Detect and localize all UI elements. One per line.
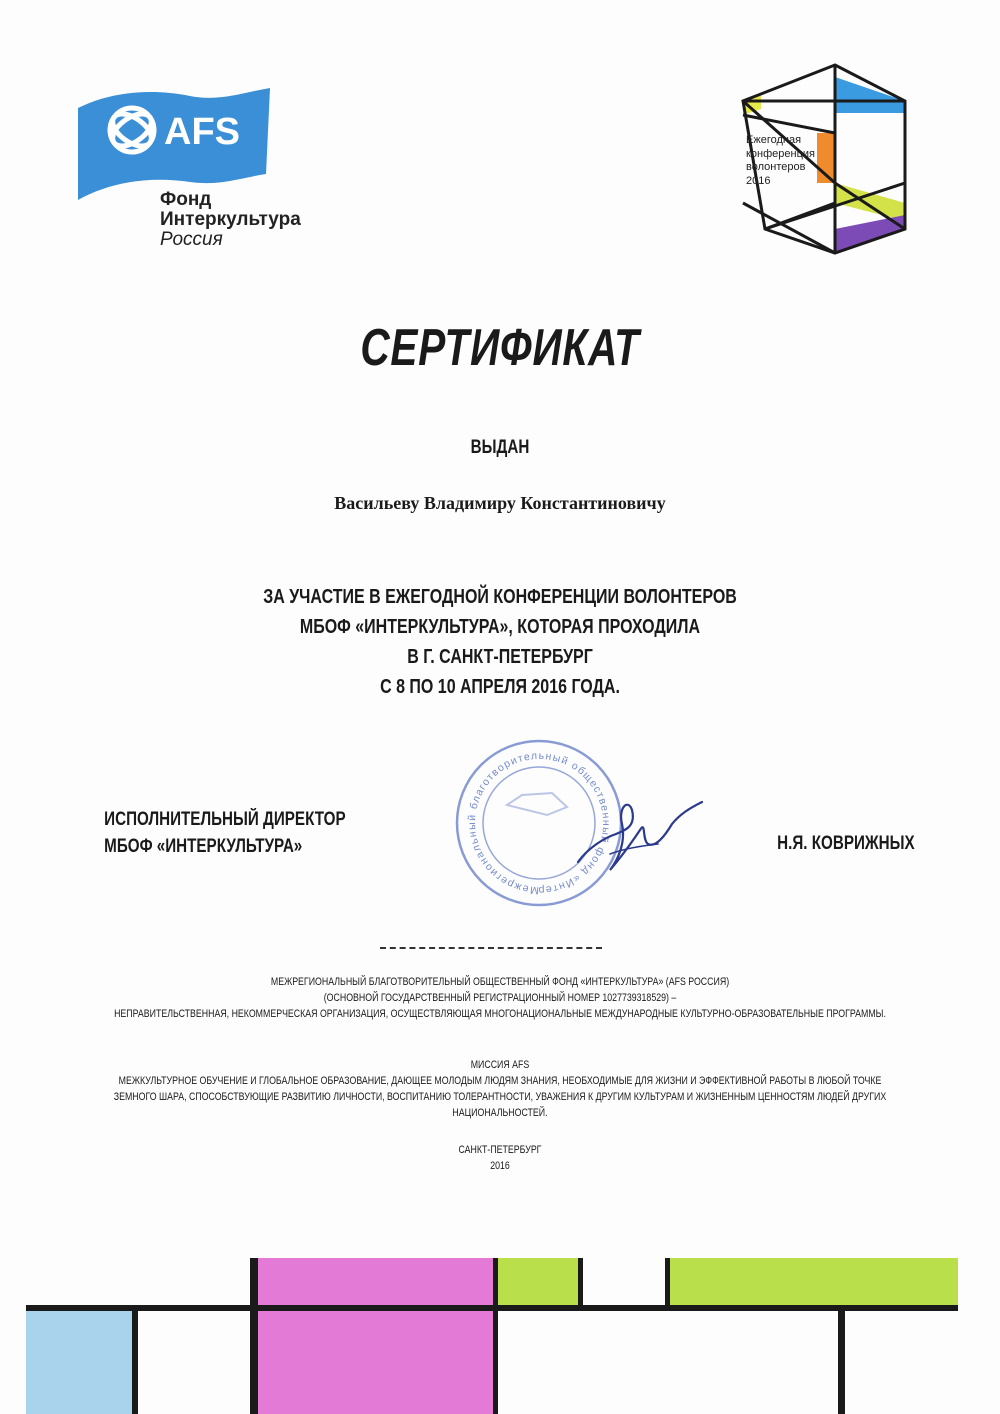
footer-city: САНКТ-ПЕТЕРБУРГ (458, 1144, 542, 1156)
footer-mission (100, 1057, 900, 1121)
handwritten-signature (570, 790, 710, 882)
deco-line-v3 (493, 1258, 498, 1414)
deco-lime-block-1 (495, 1258, 580, 1308)
deco-line-v4 (578, 1258, 583, 1308)
deco-line-v1 (132, 1305, 138, 1414)
mission-line-1: МЕЖКУЛЬТУРНОЕ ОБУЧЕНИЕ И ГЛОБАЛЬНОЕ ОБРАЗОВАНИЕ, ДАЮЩЕЕ МОЛОДЫМ ЛЮДЯМ ЗНАНИЯ, НЕОБХОДИМЫЕ ДЛЯ ЖИЗНИ И ЭФФЕКТИВНОЙ РАБОТЫ В ЛЮБОЙ ТОЧКЕ (118, 1075, 882, 1087)
emblem-line-1: Ежегодная (746, 134, 802, 146)
deco-light-blue-block (26, 1309, 134, 1414)
afs-brand-text: AFS (164, 111, 240, 153)
footer-org-line-2: (ОСНОВНОЙ ГОСУДАРСТВЕННЫЙ РЕГИСТРАЦИОННЫЙ НОМЕР 1027739318529) – (323, 992, 677, 1004)
footer-org-info (100, 974, 900, 1022)
signature-scribble-icon (570, 790, 710, 882)
issued-label: ВЫДАН (470, 437, 530, 458)
seal-text: Межрегиональный благотворительный общественный фонд «Интер (465, 749, 613, 897)
deco-lime-block-2 (668, 1258, 958, 1308)
signer-position (104, 806, 345, 860)
reason-line-3: В Г. САНКТ-ПЕТЕРБУРГ (407, 646, 593, 668)
footer-org-line-3: НЕПРАВИТЕЛЬСТВЕННАЯ, НЕКОММЕРЧЕСКАЯ ОРГАНИЗАЦИЯ, ОСУЩЕСТВЛЯЮЩАЯ МНОГОНАЦИОНАЛЬНЫЕ МЕЖДУНАРОДНЫЕ КУЛЬТУРНО-ОБРАЗОВАТЕЛЬНЫЕ ПРОГРАММЫ. (114, 1008, 886, 1020)
mission-title: МИССИЯ AFS (470, 1059, 530, 1071)
award-reason (100, 582, 900, 702)
recipient-name: Васильеву Владимиру Константиновичу (334, 493, 666, 513)
deco-line-v2 (250, 1258, 258, 1414)
reason-line-4: С 8 ПО 10 АПРЕЛЯ 2016 ГОДА. (380, 676, 620, 698)
deco-pink-block (258, 1258, 495, 1414)
footer-org-line-1: МЕЖРЕГИОНАЛЬНЫЙ БЛАГОТВОРИТЕЛЬНЫЙ ОБЩЕСТВЕННЫЙ ФОНД «ИНТЕРКУЛЬТУРА» (AFS РОССИЯ) (270, 976, 730, 988)
footer-divider (380, 947, 602, 949)
reason-line-1: ЗА УЧАСТИЕ В ЕЖЕГОДНОЙ КОНФЕРЕНЦИИ ВОЛОНТЕРОВ (263, 586, 737, 608)
certificate-title: СЕРТИФИКАТ (360, 319, 640, 377)
mission-line-2: ЗЕМНОГО ШАРА, СПОСОБСТВУЮЩИЕ РАЗВИТИЮ ЛИЧНОСТИ, ВОСПИТАНИЮ ТОЛЕРАНТНОСТИ, УВАЖЕНИЯ К ДРУГИМ КУЛЬТУРАМ И ЖИЗНЕННЫМ ЦЕННОСТЯМ ЛЮДЕЙ ДРУГИХ (113, 1091, 887, 1103)
logo-line-2: Интеркультура (160, 209, 301, 230)
emblem-line-4: 2016 (746, 174, 771, 187)
reason-line-2: МБОФ «ИНТЕРКУЛЬТУРА», КОТОРАЯ ПРОХОДИЛА (299, 616, 701, 638)
logo-caption (160, 190, 301, 250)
logo-line-3: Россия (160, 229, 223, 250)
deco-line-v6 (838, 1305, 845, 1414)
emblem-line-3: волонтеров (746, 161, 806, 173)
signer-position-line-1: ИСПОЛНИТЕЛЬНЫЙ ДИРЕКТОР (104, 809, 346, 830)
deco-line-v5 (665, 1258, 670, 1308)
footer-place-date (100, 1142, 900, 1174)
mission-line-3: НАЦИОНАЛЬНОСТЕЙ. (452, 1107, 548, 1119)
logo-line-1: Фонд (160, 189, 212, 210)
deco-line-horizontal (26, 1305, 958, 1311)
signer-name: Н.Я. КОВРИЖНЫХ (777, 833, 915, 854)
emblem-line-2: конференция (746, 147, 816, 160)
emblem-caption (746, 134, 816, 188)
footer-year: 2016 (490, 1160, 510, 1172)
signer-position-line-2: МБОФ «ИНТЕРКУЛЬТУРА» (104, 836, 303, 857)
